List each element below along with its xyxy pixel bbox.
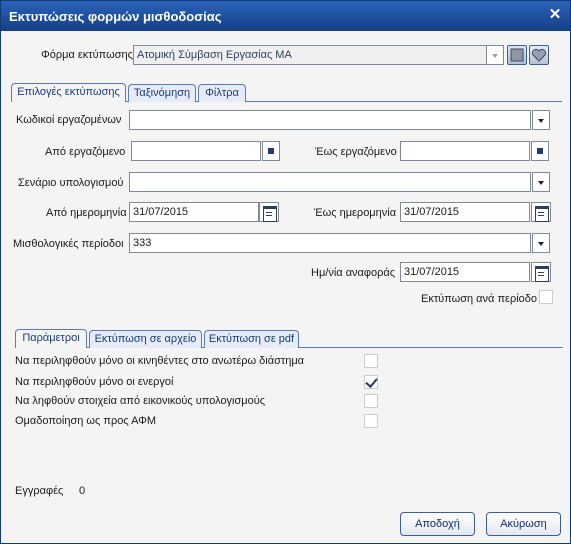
param-virtual-calc-label: Να ληφθούν στοιχεία από εικονικούς υπολογισμούς (15, 395, 266, 407)
calc-scenario-label: Σενάριο υπολογισμού (18, 177, 124, 189)
to-date-calendar-icon[interactable] (531, 202, 551, 222)
tab-print-to-file[interactable]: Εκτύπωση σε αρχείο (89, 330, 202, 348)
reference-date-calendar-icon[interactable] (531, 262, 551, 282)
param-active-in-period-label: Να περιληφθούν μόνο οι κινηθέντες στο ανωτέρω διάστημα (15, 355, 305, 367)
close-icon[interactable]: ✕ (548, 6, 562, 23)
print-per-period-checkbox[interactable] (539, 290, 553, 304)
window-title: Εκτυπώσεις φορμών μισθοδοσίας (9, 9, 222, 24)
records-label: Εγγραφές (15, 485, 64, 497)
title-bar (1, 1, 570, 31)
employee-codes-dropdown[interactable] (532, 110, 550, 130)
from-date-field[interactable]: 31/07/2015 (129, 202, 259, 222)
reference-date-label: Ημ/νία αναφοράς (311, 267, 396, 279)
payroll-periods-dropdown[interactable] (532, 233, 550, 253)
tab-print-options[interactable]: Επιλογές εκτύπωσης (11, 83, 126, 102)
heart-icon[interactable] (529, 45, 549, 65)
param-virtual-calc-checkbox[interactable] (364, 394, 378, 408)
employee-codes-label: Κωδικοί εργαζομένων (16, 114, 122, 126)
param-group-by-afm-checkbox[interactable] (364, 414, 378, 428)
employee-codes-field[interactable] (129, 110, 531, 130)
param-group-by-afm-label: Ομαδοποίηση ως προς ΑΦΜ (15, 415, 157, 427)
param-only-active-checkbox[interactable] (364, 375, 378, 389)
print-form-dropdown[interactable] (486, 45, 504, 65)
from-date-calendar-icon[interactable] (259, 202, 279, 222)
from-employee-field[interactable] (131, 141, 261, 161)
tab-print-to-pdf[interactable]: Εκτύπωση σε pdf (204, 330, 299, 348)
records-count: 0 (79, 485, 86, 497)
calc-scenario-dropdown[interactable] (532, 172, 550, 192)
payroll-periods-field[interactable]: 333 (129, 233, 531, 253)
to-employee-lookup-button[interactable] (531, 141, 549, 161)
param-only-active-label: Να περιληφθούν μόνο οι ενεργοί (15, 376, 174, 388)
param-active-in-period-checkbox[interactable] (364, 354, 378, 368)
from-employee-lookup-button[interactable] (262, 141, 280, 161)
tab-filters[interactable]: Φίλτρα (198, 84, 246, 102)
save-icon[interactable] (507, 45, 527, 65)
cancel-button[interactable]: Ακύρωση (486, 512, 561, 536)
to-date-label: Έως ημερομηνία (314, 207, 397, 219)
from-employee-label: Από εργαζόμενο (45, 146, 126, 158)
tab-sorting[interactable]: Ταξινόμηση (128, 84, 196, 102)
from-date-label: Από ημερομηνία (46, 207, 127, 219)
payroll-periods-label: Μισθολογικές περίοδοι (13, 238, 124, 250)
to-date-field[interactable]: 31/07/2015 (400, 202, 530, 222)
calc-scenario-field[interactable] (129, 172, 531, 192)
to-employee-field[interactable] (400, 141, 530, 161)
to-employee-label: Έως εργαζόμενο (315, 146, 397, 158)
accept-button[interactable]: Αποδοχή (400, 512, 475, 536)
print-per-period-label: Εκτύπωση ανά περίοδο (421, 293, 538, 305)
tab-parameters[interactable]: Παράμετροι (15, 329, 87, 348)
print-form-field[interactable]: Ατομική Σύμβαση Εργασίας ΜΑ (133, 45, 487, 65)
reference-date-field[interactable]: 31/07/2015 (400, 262, 530, 282)
print-form-label: Φόρμα εκτύπωσης (41, 49, 133, 61)
